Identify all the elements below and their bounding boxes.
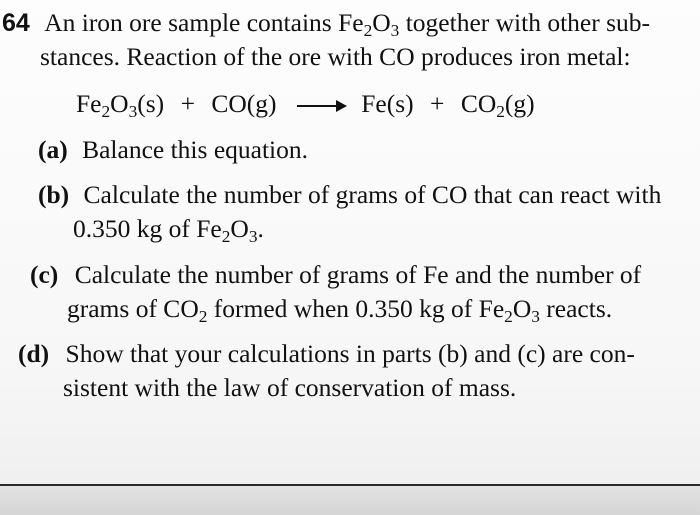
part-c-line-1: (c) Calculate the number of grams of Fe and the number of (30, 260, 642, 289)
part-c-line-2: grams of $CO_2$ formed when 0.350 kg of $Fe_2O_3$ reacts. (67, 294, 613, 326)
part-c-label: (c) (30, 260, 59, 289)
part-b-line-1: (b) Calculate the number of grams of CO that can react with (38, 180, 662, 209)
part-a-text: Balance this equation. (82, 135, 308, 164)
problem-intro-line-2: stances. Reaction of the ore with CO produces iron metal: (40, 42, 631, 71)
part-d-line-2: sistent with the law of conservation of mass. (63, 373, 517, 402)
reaction-arrow-icon (297, 105, 345, 107)
problem-intro-line-1: 64 An iron ore sample contains $Fe_2O_3$ together with other sub- (2, 8, 651, 40)
part-d-label: (d) (18, 339, 50, 368)
part-a-label: (a) (38, 135, 68, 164)
part-b-line-2: 0.350 kg of $Fe_2O_3$. (73, 214, 264, 246)
problem-number: 64 (2, 9, 30, 37)
chemical-equation: $Fe_2O_3(s) + CO(g) Fe(s) + CO_2(g)$ (76, 89, 535, 121)
page-bottom-shadow (0, 486, 700, 515)
part-b-label: (b) (38, 180, 70, 209)
part-a (38, 135, 308, 165)
part-d-line-1: (d) Show that your calculations in parts (b) and (c) are con- (18, 339, 635, 368)
